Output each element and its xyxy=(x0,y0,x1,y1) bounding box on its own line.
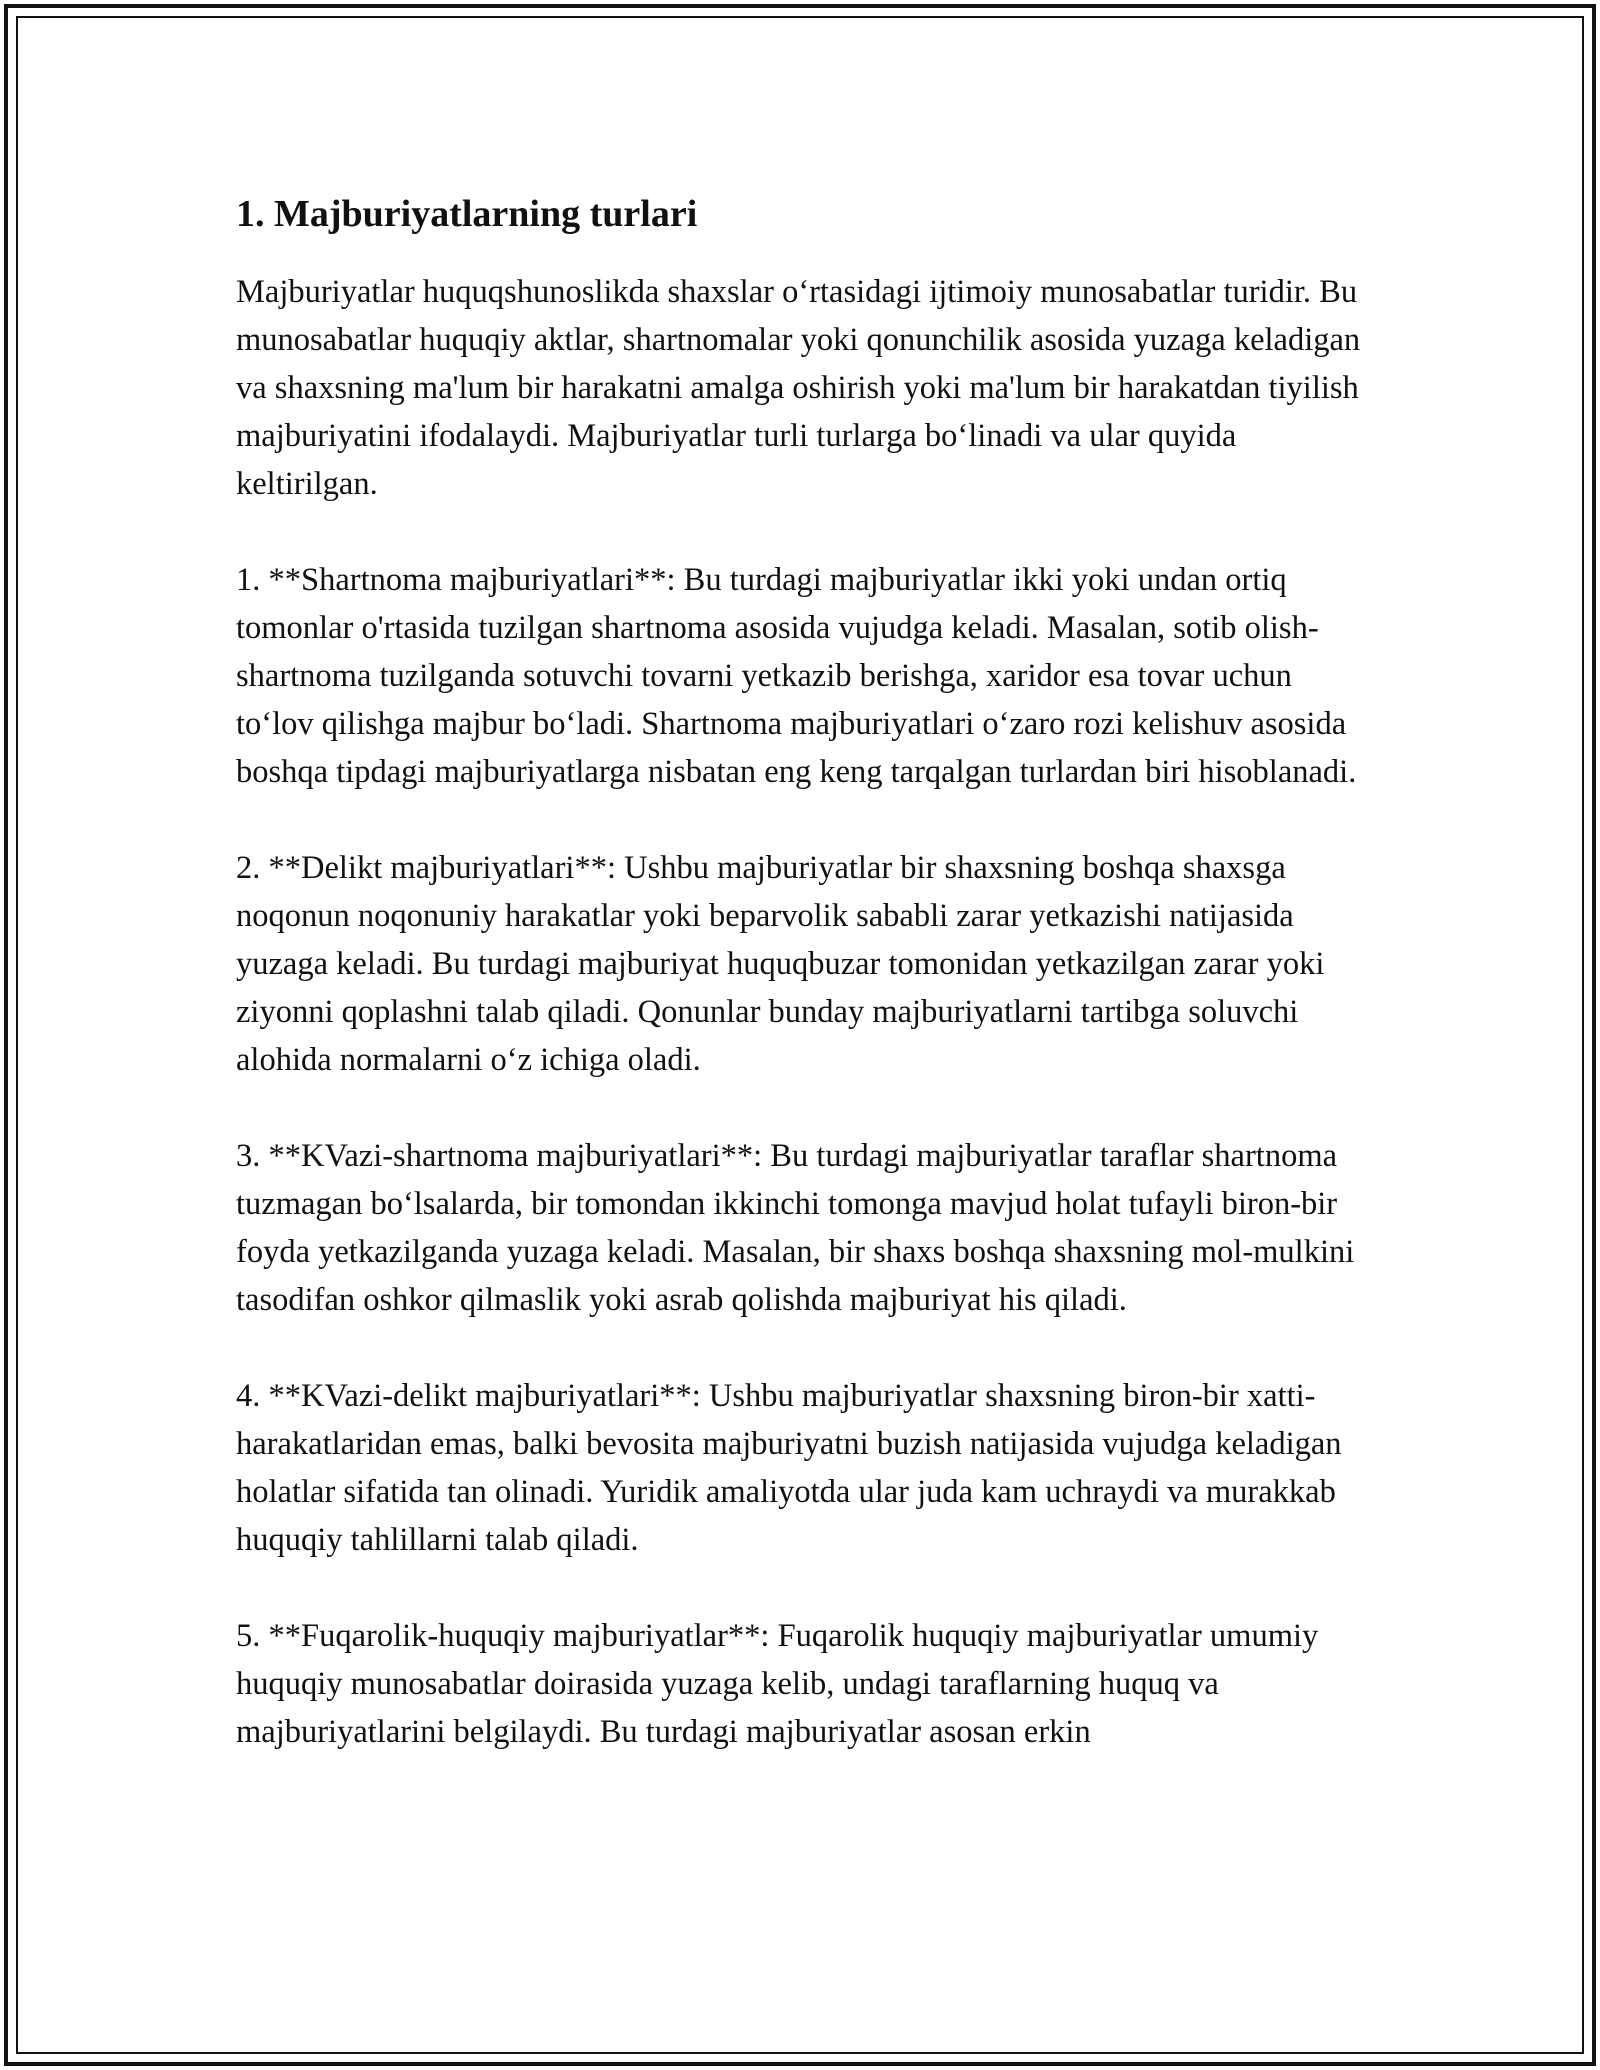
paragraph-civil-law-obligations: 5. **Fuqarolik-huquqiy majburiyatlar**: Fuqarolik huquqiy majburiyatlar umumiy huquqiy munosabatlar doirasida yuzaga kelib, undagi taraflarning huquq va majburiyatlarini belgilaydi. Bu turdagi majburiyatlar asosan erkin xyxy=(236,1618,1319,1750)
paragraph-contract-obligations: 1. **Shartnoma majburiyatlari**: Bu turdagi majburiyatlar ikki yoki undan ortiq tomonlar o'rtasida tuzilgan shartnoma asosida vujudga keladi. Masalan, sotib olish-shartnoma tuzilganda sotuvchi tovarni yetkazib berishga, xaridor esa tovar uchun to‘lov qilishga majbur bo‘ladi. Shartnoma majburiyatlari o‘zaro rozi kelishuv asosida boshqa tipdagi majburiyatlarga nisbatan eng keng tarqalgan turlardan biri hisoblanadi. xyxy=(236,562,1357,790)
intro-paragraph: Majburiyatlar huquqshunoslikda shaxslar o‘rtasidagi ijtimoiy munosabatlar turidir. Bu munosabatlar huquqiy aktlar, shartnomalar yoki qonunchilik asosida yuzaga keladigan va shaxsning ma'lum bir harakatni amalga oshirish yoki ma'lum bir harakatdan tiyilish majburiyatini ifodalaydi. Majburiyatlar turli turlarga bo‘linadi va ular quyida keltirilgan. xyxy=(236,274,1361,502)
paragraph-delict-obligations: 2. **Delikt majburiyatlari**: Ushbu majburiyatlar bir shaxsning boshqa shaxsga noqonun noqonuniy harakatlar yoki beparvolik sababli zarar yetkazishi natijasida yuzaga keladi. Bu turdagi majburiyat huquqbuzar tomonidan yetkazilgan zarar yoki ziyonni qoplashni talab qiladi. Qonunlar bunday majburiyatlarni tartibga soluvchi alohida normalarni o‘z ichiga oladi. xyxy=(236,850,1325,1078)
document-body xyxy=(236,186,1376,1756)
section-title: 1. Majburiyatlarning turlari xyxy=(236,193,698,235)
paragraph-quasi-delict-obligations: 4. **KVazi-delikt majburiyatlari**: Ushbu majburiyatlar shaxsning biron-bir xatti-harakatlaridan emas, balki bevosita majburiyatni buzish natijasida vujudga keladigan holatlar sifatida tan olinadi. Yuridik amaliyotda ular juda kam uchraydi va murakkab huquqiy tahlillarni talab qiladi. xyxy=(236,1378,1342,1558)
paragraph-quasi-contract-obligations: 3. **KVazi-shartnoma majburiyatlari**: Bu turdagi majburiyatlar taraflar shartnoma tuzmagan bo‘lsalarda, bir tomondan ikkinchi tomonga mavjud holat tufayli biron-bir foyda yetkazilganda yuzaga keladi. Masalan, bir shaxs boshqa shaxsning mol-mulkini tasodifan oshkor qilmaslik yoki asrab qolishda majburiyat his qiladi. xyxy=(236,1138,1355,1318)
